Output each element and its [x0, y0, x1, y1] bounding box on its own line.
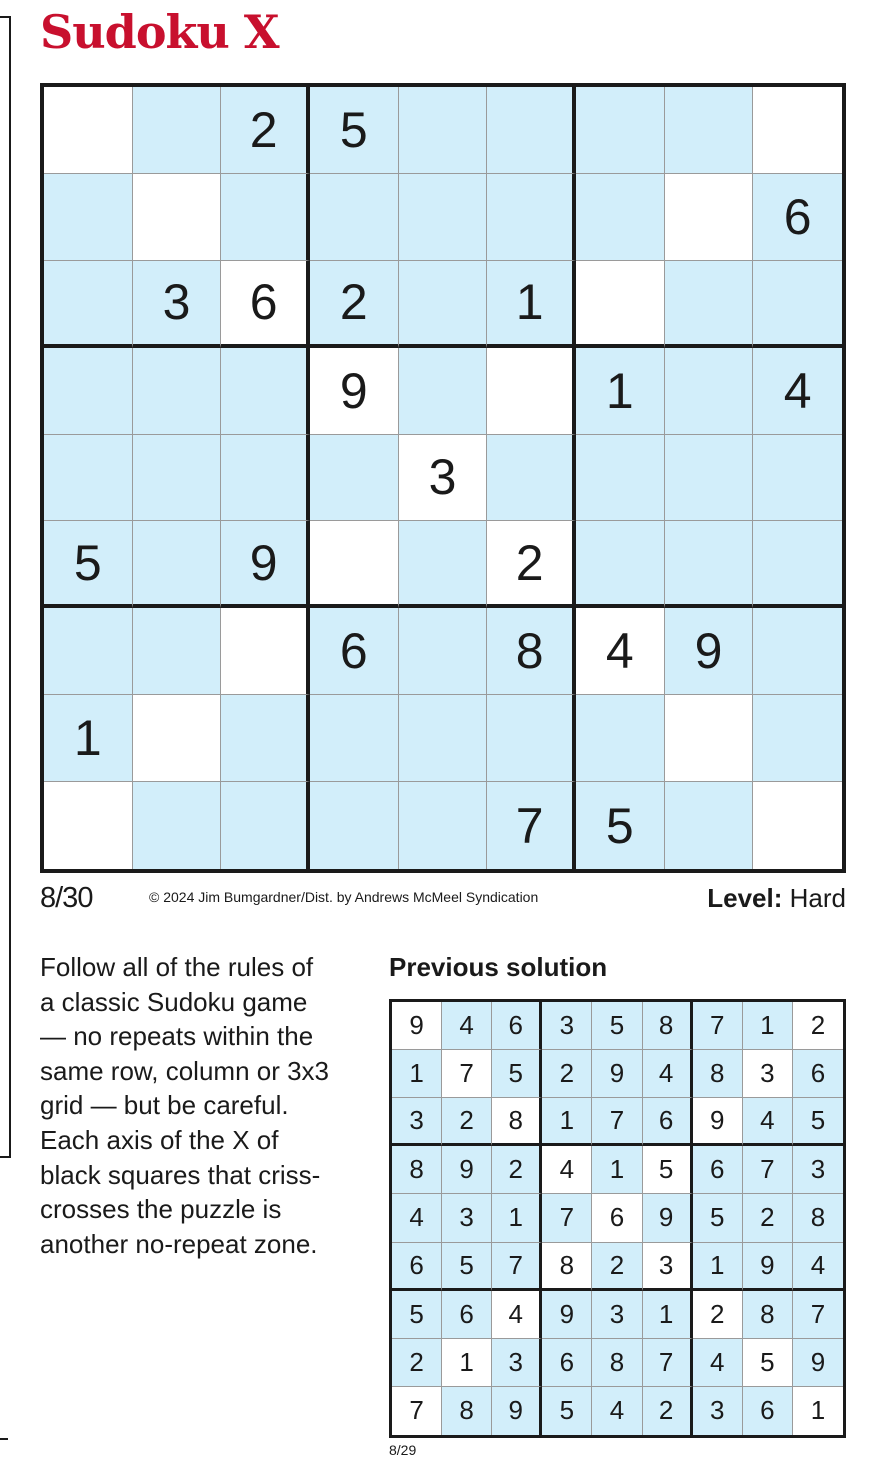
puzzle-cell-r2c2[interactable]: [133, 174, 222, 261]
solution-cell-r9c3: 9: [492, 1387, 542, 1435]
solution-cell-r9c6: 2: [643, 1387, 693, 1435]
solution-cell-r6c5: 2: [592, 1243, 642, 1291]
puzzle-cell-r3c3: 6: [221, 261, 310, 348]
solution-cell-r3c2: 2: [442, 1098, 492, 1146]
difficulty-level: [707, 882, 846, 914]
puzzle-cell-r5c6[interactable]: [487, 435, 576, 522]
solution-cell-r4c4: 4: [542, 1146, 592, 1194]
previous-solution-title: Previous solution: [389, 952, 608, 982]
puzzle-cell-r7c2[interactable]: [133, 608, 222, 695]
puzzle-cell-r6c2[interactable]: [133, 521, 222, 608]
puzzle-cell-r1c8[interactable]: [665, 87, 754, 174]
puzzle-cell-r6c8[interactable]: [665, 521, 754, 608]
puzzle-cell-r5c3[interactable]: [221, 435, 310, 522]
puzzle-cell-r8c5[interactable]: [399, 695, 488, 782]
puzzle-cell-r9c7: 5: [576, 782, 665, 869]
solution-cell-r6c3: 7: [492, 1243, 542, 1291]
solution-cell-r7c7: 2: [693, 1291, 743, 1339]
puzzle-cell-r9c1[interactable]: [44, 782, 133, 869]
solution-cell-r8c8: 5: [743, 1339, 793, 1387]
puzzle-cell-r8c8[interactable]: [665, 695, 754, 782]
puzzle-cell-r6c1: 5: [44, 521, 133, 608]
solution-cell-r7c1: 5: [392, 1291, 442, 1339]
puzzle-cell-r5c2[interactable]: [133, 435, 222, 522]
solution-cell-r2c1: 1: [392, 1050, 442, 1098]
puzzle-cell-r1c2[interactable]: [133, 87, 222, 174]
solution-cell-r2c3: 5: [492, 1050, 542, 1098]
solution-cell-r4c1: 8: [392, 1146, 442, 1194]
puzzle-cell-r7c8: 9: [665, 608, 754, 695]
copyright-credit: © 2024 Jim Bumgardner/Dist. by Andrews McMeel Syndication: [149, 889, 539, 905]
solution-cell-r8c9: 9: [793, 1339, 843, 1387]
puzzle-cell-r2c1[interactable]: [44, 174, 133, 261]
level-label: Level:: [707, 883, 783, 913]
solution-cell-r8c3: 3: [492, 1339, 542, 1387]
solution-cell-r1c6: 8: [643, 1002, 693, 1050]
puzzle-cell-r5c5: 3: [399, 435, 488, 522]
solution-cell-r8c5: 8: [592, 1339, 642, 1387]
solution-cell-r9c4: 5: [542, 1387, 592, 1435]
solution-cell-r6c8: 9: [743, 1243, 793, 1291]
puzzle-cell-r8c3[interactable]: [221, 695, 310, 782]
puzzle-cell-r7c6: 8: [487, 608, 576, 695]
puzzle-cell-r5c7[interactable]: [576, 435, 665, 522]
solution-cell-r7c3: 4: [492, 1291, 542, 1339]
puzzle-cell-r4c8[interactable]: [665, 348, 754, 435]
solution-cell-r5c3: 1: [492, 1194, 542, 1242]
solution-cell-r4c3: 2: [492, 1146, 542, 1194]
solution-cell-r1c1: 9: [392, 1002, 442, 1050]
previous-solution-grid: [389, 999, 846, 1438]
solution-cell-r2c6: 4: [643, 1050, 693, 1098]
solution-cell-r7c5: 3: [592, 1291, 642, 1339]
puzzle-cell-r3c7[interactable]: [576, 261, 665, 348]
puzzle-cell-r8c6[interactable]: [487, 695, 576, 782]
solution-cell-r3c5: 7: [592, 1098, 642, 1146]
puzzle-cell-r3c6: 1: [487, 261, 576, 348]
instructions-text: Follow all of the rules of a classic Sudoku game — no repeats within the same row, column or 3x3 grid — but be careful. Each axis of the X of black squares that criss-crosses the puzzle is another no-repeat zone.: [40, 952, 330, 1259]
puzzle-cell-r4c1[interactable]: [44, 348, 133, 435]
solution-cell-r9c7: 3: [693, 1387, 743, 1435]
solution-cell-r6c1: 6: [392, 1243, 442, 1291]
solution-cell-r8c7: 4: [693, 1339, 743, 1387]
solution-cell-r4c7: 6: [693, 1146, 743, 1194]
solution-cell-r5c1: 4: [392, 1194, 442, 1242]
level-value: Hard: [789, 883, 846, 913]
solution-cell-r8c6: 7: [643, 1339, 693, 1387]
solution-cell-r3c7: 9: [693, 1098, 743, 1146]
puzzle-cell-r6c3: 9: [221, 521, 310, 608]
puzzle-cell-r6c5[interactable]: [399, 521, 488, 608]
solution-cell-r7c2: 6: [442, 1291, 492, 1339]
puzzle-cell-r2c7[interactable]: [576, 174, 665, 261]
solution-cell-r5c4: 7: [542, 1194, 592, 1242]
solution-cell-r5c2: 3: [442, 1194, 492, 1242]
puzzle-cell-r9c2[interactable]: [133, 782, 222, 869]
solution-cell-r8c4: 6: [542, 1339, 592, 1387]
puzzle-cell-r1c1[interactable]: [44, 87, 133, 174]
puzzle-cell-r1c3: 2: [221, 87, 310, 174]
solution-cell-r2c9: 6: [793, 1050, 843, 1098]
solution-cell-r9c9: 1: [793, 1387, 843, 1435]
puzzle-cell-r3c1[interactable]: [44, 261, 133, 348]
solution-cell-r6c2: 5: [442, 1243, 492, 1291]
solution-cell-r6c6: 3: [643, 1243, 693, 1291]
puzzle-cell-r6c6: 2: [487, 521, 576, 608]
solution-cell-r9c1: 7: [392, 1387, 442, 1435]
puzzle-cell-r1c5[interactable]: [399, 87, 488, 174]
puzzle-cell-r3c5[interactable]: [399, 261, 488, 348]
solution-cell-r3c3: 8: [492, 1098, 542, 1146]
solution-cell-r6c7: 1: [693, 1243, 743, 1291]
puzzle-cell-r2c3[interactable]: [221, 174, 310, 261]
puzzle-cell-r2c9: 6: [753, 174, 842, 261]
puzzle-cell-r9c8[interactable]: [665, 782, 754, 869]
puzzle-cell-r7c7: 4: [576, 608, 665, 695]
previous-solution-date: 8/29: [389, 1442, 417, 1458]
solution-cell-r4c6: 5: [643, 1146, 693, 1194]
sudoku-puzzle-grid: [40, 83, 846, 873]
puzzle-cell-r8c2[interactable]: [133, 695, 222, 782]
puzzle-cell-r3c9[interactable]: [753, 261, 842, 348]
puzzle-cell-r4c6[interactable]: [487, 348, 576, 435]
puzzle-cell-r6c7[interactable]: [576, 521, 665, 608]
puzzle-cell-r1c9[interactable]: [753, 87, 842, 174]
puzzle-cell-r1c7[interactable]: [576, 87, 665, 174]
puzzle-cell-r4c2[interactable]: [133, 348, 222, 435]
solution-cell-r9c5: 4: [592, 1387, 642, 1435]
puzzle-cell-r8c4[interactable]: [310, 695, 399, 782]
puzzle-cell-r9c9[interactable]: [753, 782, 842, 869]
solution-cell-r7c9: 7: [793, 1291, 843, 1339]
solution-cell-r4c5: 1: [592, 1146, 642, 1194]
solution-cell-r2c5: 9: [592, 1050, 642, 1098]
puzzle-cell-r9c4[interactable]: [310, 782, 399, 869]
solution-cell-r1c8: 1: [743, 1002, 793, 1050]
solution-cell-r2c7: 8: [693, 1050, 743, 1098]
puzzle-cell-r4c5[interactable]: [399, 348, 488, 435]
puzzle-cell-r1c4: 5: [310, 87, 399, 174]
solution-cell-r5c6: 9: [643, 1194, 693, 1242]
solution-cell-r5c5: 6: [592, 1194, 642, 1242]
solution-cell-r2c8: 3: [743, 1050, 793, 1098]
solution-cell-r8c1: 2: [392, 1339, 442, 1387]
solution-cell-r3c9: 5: [793, 1098, 843, 1146]
puzzle-cell-r9c6: 7: [487, 782, 576, 869]
solution-cell-r1c3: 6: [492, 1002, 542, 1050]
puzzle-cell-r5c8[interactable]: [665, 435, 754, 522]
solution-cell-r6c4: 8: [542, 1243, 592, 1291]
solution-cell-r5c7: 5: [693, 1194, 743, 1242]
solution-cell-r2c4: 2: [542, 1050, 592, 1098]
solution-cell-r3c1: 3: [392, 1098, 442, 1146]
puzzle-cell-r8c9[interactable]: [753, 695, 842, 782]
solution-cell-r9c8: 6: [743, 1387, 793, 1435]
puzzle-cell-r7c5[interactable]: [399, 608, 488, 695]
puzzle-cell-r7c3[interactable]: [221, 608, 310, 695]
solution-cell-r6c9: 4: [793, 1243, 843, 1291]
puzzle-cell-r3c8[interactable]: [665, 261, 754, 348]
solution-cell-r2c2: 7: [442, 1050, 492, 1098]
puzzle-cell-r4c3[interactable]: [221, 348, 310, 435]
puzzle-cell-r1c6[interactable]: [487, 87, 576, 174]
solution-cell-r4c9: 3: [793, 1146, 843, 1194]
page-title: Sudoku X: [40, 5, 279, 59]
solution-cell-r7c4: 9: [542, 1291, 592, 1339]
solution-cell-r3c4: 1: [542, 1098, 592, 1146]
solution-cell-r1c5: 5: [592, 1002, 642, 1050]
solution-cell-r4c2: 9: [442, 1146, 492, 1194]
puzzle-cell-r8c1: 1: [44, 695, 133, 782]
puzzle-cell-r5c4[interactable]: [310, 435, 399, 522]
puzzle-date: 8/30: [40, 882, 93, 914]
puzzle-cell-r3c4: 2: [310, 261, 399, 348]
solution-cell-r5c9: 8: [793, 1194, 843, 1242]
puzzle-cell-r6c9[interactable]: [753, 521, 842, 608]
puzzle-cell-r2c6[interactable]: [487, 174, 576, 261]
puzzle-cell-r4c7: 1: [576, 348, 665, 435]
puzzle-cell-r5c1[interactable]: [44, 435, 133, 522]
solution-cell-r9c2: 8: [442, 1387, 492, 1435]
solution-cell-r8c2: 1: [442, 1339, 492, 1387]
puzzle-cell-r2c5[interactable]: [399, 174, 488, 261]
puzzle-cell-r4c9: 4: [753, 348, 842, 435]
puzzle-cell-r9c5[interactable]: [399, 782, 488, 869]
puzzle-cell-r7c1[interactable]: [44, 608, 133, 695]
solution-cell-r3c8: 4: [743, 1098, 793, 1146]
puzzle-cell-r3c2: 3: [133, 261, 222, 348]
puzzle-cell-r9c3[interactable]: [221, 782, 310, 869]
left-edge-tick: [0, 1438, 8, 1440]
solution-cell-r1c9: 2: [793, 1002, 843, 1050]
puzzle-cell-r7c4: 6: [310, 608, 399, 695]
solution-cell-r7c6: 1: [643, 1291, 693, 1339]
puzzle-cell-r7c9[interactable]: [753, 608, 842, 695]
solution-cell-r7c8: 8: [743, 1291, 793, 1339]
puzzle-cell-r6c4[interactable]: [310, 521, 399, 608]
solution-cell-r1c4: 3: [542, 1002, 592, 1050]
puzzle-cell-r8c7[interactable]: [576, 695, 665, 782]
solution-cell-r1c2: 4: [442, 1002, 492, 1050]
puzzle-cell-r5c9[interactable]: [753, 435, 842, 522]
puzzle-cell-r2c8[interactable]: [665, 174, 754, 261]
solution-cell-r5c8: 2: [743, 1194, 793, 1242]
solution-cell-r3c6: 6: [643, 1098, 693, 1146]
puzzle-cell-r2c4[interactable]: [310, 174, 399, 261]
solution-cell-r1c7: 7: [693, 1002, 743, 1050]
solution-cell-r4c8: 7: [743, 1146, 793, 1194]
left-bracket-rule: [0, 16, 11, 1158]
puzzle-cell-r4c4: 9: [310, 348, 399, 435]
